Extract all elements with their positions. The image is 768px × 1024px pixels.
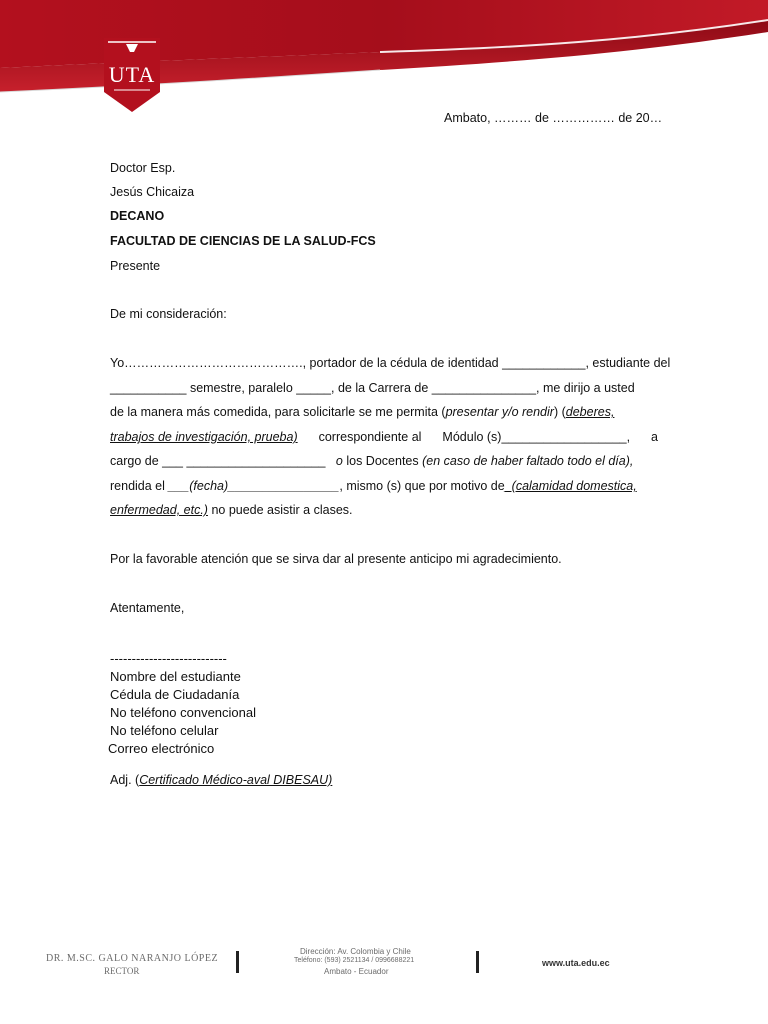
recipient-faculty: FACULTAD DE CIENCIAS DE LA SALUD-FCS [110,234,376,248]
body-line-4a: trabajos de investigación, prueba) [110,430,298,444]
body-line-3c: ) ( [553,405,566,419]
recipient-title: Doctor Esp. [110,161,176,175]
body-line-4b: correspondiente al [318,430,422,444]
footer-address-2: Teléfono: (593) 2521134 / 0996688221 [294,957,415,964]
recipient-present: Presente [110,259,161,273]
body-line-6b: ___(fecha)________________ [168,479,340,493]
body-line-7a: enfermedad, etc.) [110,503,208,517]
closing-text: Por la favorable atención que se sirva dar al presente anticipo mi agradecimiento. [110,552,562,566]
footer-rector-name: DR. M.SC. GALO NARANJO LÓPEZ [46,953,219,964]
body-line-5 [110,454,633,468]
body-line-4d: a [651,430,658,444]
footer-website: www.uta.edu.ec [542,958,610,968]
body-line-3 [110,405,614,419]
body-line-2: ___________ semestre, paralelo _____, de la Carrera de _______________, me dirijo a usted [110,381,635,395]
attachment-line [110,773,332,787]
signature-rule: --------------------------- [110,651,227,666]
body-line-3a: de la manera más comedida, para solicitarle se me permita ( [110,405,446,419]
footer-address-3: Ambato - Ecuador [324,967,389,976]
footer-address-1: Dirección: Av. Colombia y Chile [300,947,411,956]
attachment-prefix: Adj. ( [110,773,140,787]
body-line-7 [110,503,353,517]
body-line-6a: rendida el [110,479,169,493]
footer-divider-left [236,951,239,973]
attachment-text: Certificado Médico-aval DIBESAU) [139,773,333,787]
footer-rector-title: RECTOR [104,966,140,976]
body-line-5d: (en caso de haber faltado todo el día), [422,454,634,468]
body-line-5c: los Docentes [346,454,419,468]
signature-name: Nombre del estudiante [110,669,241,684]
signoff: Atentamente, [110,601,185,615]
body-line-1: Yo……………………………………., portador de la cédula de identidad ____________, estudiante del [110,356,671,370]
body-line-6 [110,479,637,493]
recipient-position: DECANO [110,209,165,223]
signature-id: Cédula de Ciudadanía [110,687,240,702]
signature-phone: No teléfono convencional [110,705,256,720]
date-line: Ambato, ……… de …………… de 20… [444,111,663,125]
footer-divider-right [476,951,479,973]
body-line-6c: , mismo (s) que por motivo de [339,479,505,493]
body-line-6d: _(calamidad domestica, [504,479,637,493]
recipient-name: Jesús Chicaiza [110,185,195,199]
body-line-4c: Módulo (s)__________________, [442,430,631,444]
salutation: De mi consideración: [110,307,227,321]
body-line-7b: no puede asistir a clases. [207,503,353,517]
logo-text: UTA [108,62,156,87]
body-line-3b: presentar y/o rendir [445,405,554,419]
body-line-5a: cargo de ___ ____________________ [110,454,326,468]
signature-email: Correo electrónico [108,741,215,756]
signature-cell: No teléfono celular [110,723,219,738]
body-line-3d: deberes, [565,405,615,419]
body-line-5b: o [335,454,343,468]
body-line-4 [110,430,658,444]
